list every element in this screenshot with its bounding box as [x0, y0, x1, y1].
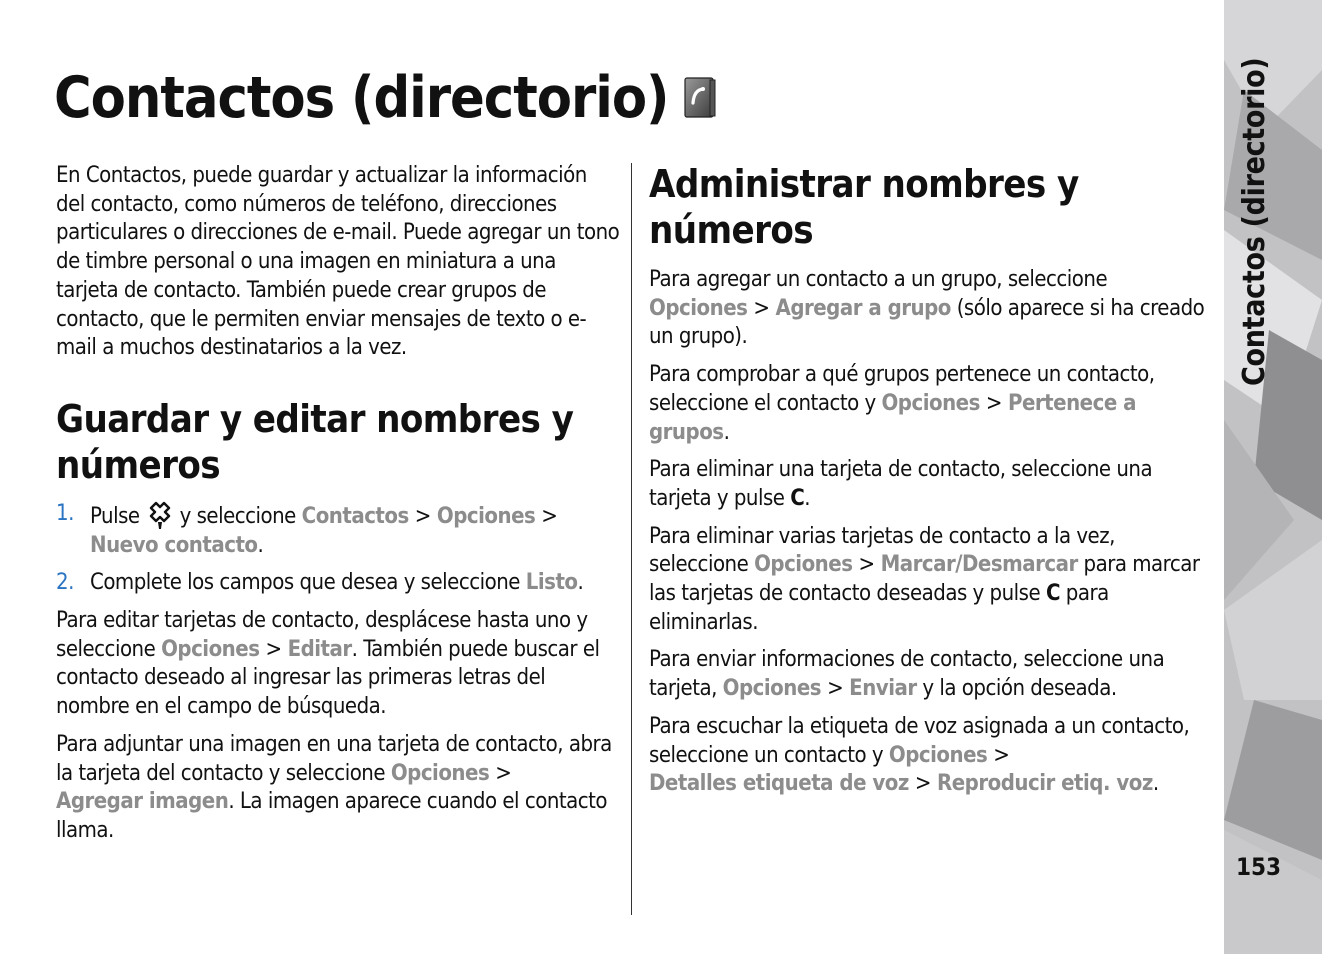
side-tab-title: Contactos (directorio): [1237, 57, 1272, 386]
separator: >: [985, 390, 1002, 416]
menu-option: Agregar a grupo: [775, 295, 951, 321]
right-column: [649, 162, 1214, 808]
belongs-paragraph: [649, 361, 1214, 447]
text: Pulse: [90, 503, 140, 529]
section-heading-save-edit: Guardar y editar nombres y números: [56, 396, 574, 487]
list-number: 1.: [56, 500, 74, 526]
text: Para eliminar una tarjeta de contacto, seleccione una tarjeta y pulse: [649, 457, 1153, 511]
voice-paragraph: [649, 713, 1214, 799]
steps-list: [56, 500, 621, 598]
menu-option: Pertenece a grupos: [649, 390, 1136, 445]
column-divider: [631, 163, 632, 915]
menu-option: Contactos: [301, 503, 409, 529]
menu-key-icon: [146, 500, 174, 530]
text: Complete los campos que desea y seleccione: [90, 570, 520, 596]
text: .: [577, 570, 584, 596]
page-number: 153: [1236, 853, 1282, 881]
group-paragraph: [649, 266, 1214, 352]
page-title-text: Contactos (directorio): [54, 65, 669, 131]
menu-option: Opciones: [722, 676, 822, 702]
text: Para editar tarjetas de contacto, desplácese hasta uno y seleccione: [56, 608, 588, 662]
text: .: [257, 532, 264, 558]
text: (sólo aparece si ha creado un grupo).: [649, 295, 1205, 350]
separator: >: [753, 295, 770, 321]
menu-option: Editar: [287, 636, 352, 662]
c-key: C: [1045, 581, 1060, 607]
contacts-book-icon: [683, 64, 717, 106]
send-paragraph: [649, 646, 1214, 703]
menu-option: Marcar/Desmarcar: [880, 552, 1078, 578]
separator: >: [914, 771, 931, 797]
text: y seleccione: [179, 503, 296, 529]
text: . La imagen aparece cuando el contacto llama.: [56, 789, 607, 843]
list-item: [56, 500, 621, 560]
menu-option: Opciones: [161, 636, 260, 662]
menu-option: Listo: [525, 570, 578, 596]
text: Para escuchar la etiqueta de voz asignada a un contacto, seleccione un contacto y: [649, 713, 1190, 768]
menu-option: Enviar: [849, 676, 917, 702]
menu-option: Nuevo contacto: [90, 532, 258, 558]
text: .: [1152, 771, 1159, 797]
menu-option: Opciones: [881, 390, 980, 416]
text: y la opción deseada.: [922, 676, 1117, 702]
text: Para agregar un contacto a un grupo, seleccione: [649, 267, 1108, 292]
list-number: 2.: [56, 570, 74, 596]
text: .: [804, 485, 811, 511]
separator: >: [541, 503, 558, 529]
separator: >: [265, 636, 282, 662]
left-column: [56, 162, 621, 855]
menu-option: Detalles etiqueta de voz: [649, 771, 909, 797]
intro-paragraph: En Contactos, puede guardar y actualizar la información del contacto, como números de teléfono, direcciones particulares o direcciones de e-mail. Puede agregar un tono de timbre personal o una imagen en miniatura a una tarjeta de contacto. También puede crear grupos de contacto, que le permiten enviar mensajes de texto o e-mail a muchos destinatarios a la vez.: [56, 163, 620, 361]
text: para eliminarlas.: [649, 581, 1109, 635]
menu-option: Opciones: [754, 552, 853, 578]
edit-paragraph: [56, 607, 621, 722]
separator: >: [827, 676, 844, 702]
separator: >: [993, 742, 1010, 768]
text: Para comprobar a qué grupos pertenece un contacto, seleccione el contacto y: [649, 362, 1155, 416]
menu-option: Opciones: [436, 503, 536, 529]
text: Para eliminar varias tarjetas de contacto a la vez, seleccione: [649, 523, 1115, 578]
text: . También puede buscar el contacto deseado al ingresar las primeras letras del nombre en el campo de búsqueda.: [56, 636, 600, 720]
text: Para adjuntar una imagen en una tarjeta de contacto, abra la tarjeta del contacto y seleccione: [56, 731, 612, 786]
menu-option: Opciones: [888, 742, 988, 768]
menu-option: Agregar imagen: [56, 789, 229, 815]
separator: >: [858, 552, 875, 578]
separator: >: [414, 503, 431, 529]
text: Para enviar informaciones de contacto, seleccione una tarjeta,: [649, 647, 1165, 702]
delete-paragraph: [649, 456, 1214, 513]
list-item: [56, 569, 621, 598]
delete-many-paragraph: [649, 523, 1214, 638]
text: para marcar las tarjetas de contacto deseadas y pulse: [649, 552, 1200, 607]
menu-option: Opciones: [390, 760, 490, 786]
separator: >: [495, 760, 512, 786]
page-title: [54, 62, 717, 134]
section-heading-manage: Administrar nombres y números: [649, 162, 1079, 252]
text: .: [723, 419, 730, 445]
image-paragraph: [56, 731, 621, 846]
menu-option: Reproducir etiq. voz: [937, 771, 1153, 797]
menu-option: Opciones: [649, 295, 748, 321]
c-key: C: [790, 485, 805, 511]
